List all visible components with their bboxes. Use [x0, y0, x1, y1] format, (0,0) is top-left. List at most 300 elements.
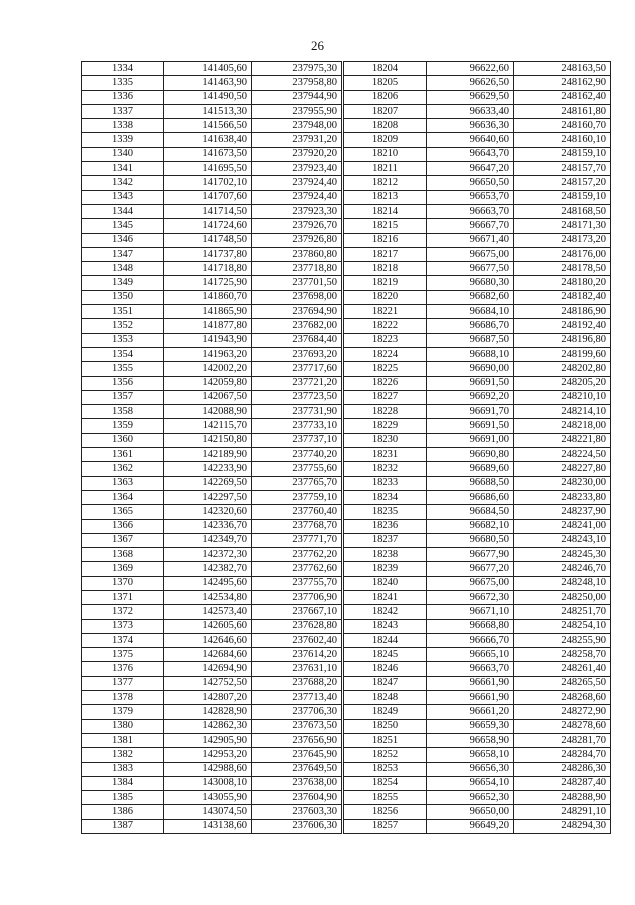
table-row — [82, 133, 611, 147]
x-coordinate-right-cell: 96690,80 — [427, 448, 514, 462]
y-coordinate-left-cell: 237673,50 — [252, 719, 343, 733]
x-coordinate-right-cell: 96689,60 — [427, 462, 514, 476]
x-coordinate-left-cell: 142646,60 — [164, 633, 252, 647]
table-row — [82, 204, 611, 218]
x-coordinate-right-cell: 96684,10 — [427, 305, 514, 319]
page-number: 26 — [311, 38, 324, 53]
point-number-right-cell: 18252 — [343, 748, 427, 762]
point-number-left-cell: 1371 — [82, 590, 164, 604]
y-coordinate-right-cell: 248161,80 — [514, 104, 611, 118]
y-coordinate-right-cell: 248163,50 — [514, 62, 611, 76]
y-coordinate-left-cell: 237771,70 — [252, 533, 343, 547]
x-coordinate-right-cell: 96687,50 — [427, 333, 514, 347]
point-number-left-cell: 1364 — [82, 490, 164, 504]
table-row — [82, 147, 611, 161]
point-number-right-cell: 18255 — [343, 791, 427, 805]
point-number-right-cell: 18241 — [343, 590, 427, 604]
point-number-left-cell: 1361 — [82, 448, 164, 462]
x-coordinate-left-cell: 141724,60 — [164, 219, 252, 233]
y-coordinate-right-cell: 248291,10 — [514, 805, 611, 819]
y-coordinate-left-cell: 237638,00 — [252, 776, 343, 790]
x-coordinate-right-cell: 96671,40 — [427, 233, 514, 247]
point-number-right-cell: 18216 — [343, 233, 427, 247]
x-coordinate-left-cell: 142320,60 — [164, 505, 252, 519]
point-number-left-cell: 1350 — [82, 290, 164, 304]
x-coordinate-right-cell: 96691,50 — [427, 419, 514, 433]
x-coordinate-right-cell: 96677,20 — [427, 562, 514, 576]
x-coordinate-left-cell: 142059,80 — [164, 376, 252, 390]
point-number-right-cell: 18247 — [343, 676, 427, 690]
x-coordinate-left-cell: 143055,90 — [164, 791, 252, 805]
point-number-left-cell: 1336 — [82, 90, 164, 104]
y-coordinate-left-cell: 237737,10 — [252, 433, 343, 447]
x-coordinate-right-cell: 96658,90 — [427, 733, 514, 747]
y-coordinate-left-cell: 237682,00 — [252, 319, 343, 333]
table-row — [82, 490, 611, 504]
point-number-right-cell: 18239 — [343, 562, 427, 576]
point-number-left-cell: 1358 — [82, 405, 164, 419]
y-coordinate-left-cell: 237733,10 — [252, 419, 343, 433]
x-coordinate-left-cell: 143074,50 — [164, 805, 252, 819]
x-coordinate-left-cell: 142088,90 — [164, 405, 252, 419]
y-coordinate-left-cell: 237631,10 — [252, 662, 343, 676]
table-row — [82, 733, 611, 747]
x-coordinate-left-cell: 142002,20 — [164, 362, 252, 376]
x-coordinate-right-cell: 96653,70 — [427, 190, 514, 204]
table-row — [82, 448, 611, 462]
point-number-right-cell: 18234 — [343, 490, 427, 504]
table-row — [82, 90, 611, 104]
point-number-left-cell: 1373 — [82, 619, 164, 633]
y-coordinate-left-cell: 237762,20 — [252, 548, 343, 562]
x-coordinate-left-cell: 141405,60 — [164, 62, 252, 76]
point-number-left-cell: 1383 — [82, 762, 164, 776]
point-number-left-cell: 1380 — [82, 719, 164, 733]
x-coordinate-left-cell: 142807,20 — [164, 691, 252, 705]
x-coordinate-left-cell: 142382,70 — [164, 562, 252, 576]
point-number-right-cell: 18221 — [343, 305, 427, 319]
y-coordinate-right-cell: 248205,20 — [514, 376, 611, 390]
table-row — [82, 276, 611, 290]
y-coordinate-left-cell: 237684,40 — [252, 333, 343, 347]
y-coordinate-right-cell: 248255,90 — [514, 633, 611, 647]
point-number-left-cell: 1357 — [82, 390, 164, 404]
x-coordinate-left-cell: 142573,40 — [164, 605, 252, 619]
point-number-right-cell: 18243 — [343, 619, 427, 633]
point-number-left-cell: 1346 — [82, 233, 164, 247]
table-row — [82, 548, 611, 562]
table-row — [82, 405, 611, 419]
x-coordinate-right-cell: 96671,10 — [427, 605, 514, 619]
table-row — [82, 705, 611, 719]
point-number-right-cell: 18245 — [343, 648, 427, 662]
point-number-right-cell: 18212 — [343, 176, 427, 190]
y-coordinate-left-cell: 237768,70 — [252, 519, 343, 533]
x-coordinate-right-cell: 96680,30 — [427, 276, 514, 290]
point-number-left-cell: 1377 — [82, 676, 164, 690]
point-number-left-cell: 1339 — [82, 133, 164, 147]
table-row — [82, 505, 611, 519]
y-coordinate-left-cell: 237606,30 — [252, 819, 343, 833]
x-coordinate-right-cell: 96665,10 — [427, 648, 514, 662]
point-number-left-cell: 1363 — [82, 476, 164, 490]
point-number-right-cell: 18204 — [343, 62, 427, 76]
point-number-right-cell: 18238 — [343, 548, 427, 562]
x-coordinate-left-cell: 142115,70 — [164, 419, 252, 433]
y-coordinate-left-cell: 237920,20 — [252, 147, 343, 161]
point-number-left-cell: 1376 — [82, 662, 164, 676]
y-coordinate-right-cell: 248214,10 — [514, 405, 611, 419]
y-coordinate-right-cell: 248248,10 — [514, 576, 611, 590]
table-row — [82, 619, 611, 633]
x-coordinate-left-cell: 142752,50 — [164, 676, 252, 690]
x-coordinate-right-cell: 96684,50 — [427, 505, 514, 519]
table-row — [82, 562, 611, 576]
y-coordinate-right-cell: 248157,70 — [514, 162, 611, 176]
point-number-left-cell: 1343 — [82, 190, 164, 204]
point-number-left-cell: 1381 — [82, 733, 164, 747]
y-coordinate-right-cell: 248192,40 — [514, 319, 611, 333]
y-coordinate-right-cell: 248233,80 — [514, 490, 611, 504]
x-coordinate-left-cell: 141463,90 — [164, 76, 252, 90]
x-coordinate-left-cell: 141718,80 — [164, 262, 252, 276]
x-coordinate-left-cell: 141963,20 — [164, 347, 252, 361]
point-number-left-cell: 1370 — [82, 576, 164, 590]
point-number-right-cell: 18209 — [343, 133, 427, 147]
y-coordinate-left-cell: 237760,40 — [252, 505, 343, 519]
y-coordinate-left-cell: 237958,80 — [252, 76, 343, 90]
x-coordinate-left-cell: 142534,80 — [164, 590, 252, 604]
y-coordinate-right-cell: 248243,10 — [514, 533, 611, 547]
x-coordinate-left-cell: 142336,70 — [164, 519, 252, 533]
point-number-right-cell: 18220 — [343, 290, 427, 304]
x-coordinate-left-cell: 141490,50 — [164, 90, 252, 104]
point-number-right-cell: 18218 — [343, 262, 427, 276]
point-number-left-cell: 1386 — [82, 805, 164, 819]
y-coordinate-right-cell: 248168,50 — [514, 204, 611, 218]
table-row — [82, 633, 611, 647]
y-coordinate-right-cell: 248160,70 — [514, 119, 611, 133]
y-coordinate-left-cell: 237721,20 — [252, 376, 343, 390]
x-coordinate-right-cell: 96633,40 — [427, 104, 514, 118]
x-coordinate-right-cell: 96659,30 — [427, 719, 514, 733]
table-row — [82, 390, 611, 404]
point-number-right-cell: 18222 — [343, 319, 427, 333]
point-number-right-cell: 18242 — [343, 605, 427, 619]
x-coordinate-right-cell: 96691,00 — [427, 433, 514, 447]
point-number-right-cell: 18208 — [343, 119, 427, 133]
point-number-left-cell: 1351 — [82, 305, 164, 319]
y-coordinate-left-cell: 237926,80 — [252, 233, 343, 247]
y-coordinate-right-cell: 248246,70 — [514, 562, 611, 576]
point-number-right-cell: 18256 — [343, 805, 427, 819]
y-coordinate-left-cell: 237694,90 — [252, 305, 343, 319]
y-coordinate-left-cell: 237923,40 — [252, 162, 343, 176]
point-number-left-cell: 1334 — [82, 62, 164, 76]
table-row — [82, 305, 611, 319]
x-coordinate-right-cell: 96690,00 — [427, 362, 514, 376]
y-coordinate-left-cell: 237759,10 — [252, 490, 343, 504]
x-coordinate-left-cell: 142150,80 — [164, 433, 252, 447]
point-number-right-cell: 18215 — [343, 219, 427, 233]
x-coordinate-right-cell: 96688,10 — [427, 347, 514, 361]
y-coordinate-left-cell: 237718,80 — [252, 262, 343, 276]
y-coordinate-left-cell: 237602,40 — [252, 633, 343, 647]
x-coordinate-right-cell: 96654,10 — [427, 776, 514, 790]
point-number-left-cell: 1372 — [82, 605, 164, 619]
point-number-right-cell: 18214 — [343, 204, 427, 218]
y-coordinate-left-cell: 237698,00 — [252, 290, 343, 304]
y-coordinate-left-cell: 237717,60 — [252, 362, 343, 376]
y-coordinate-left-cell: 237924,40 — [252, 190, 343, 204]
x-coordinate-right-cell: 96643,70 — [427, 147, 514, 161]
y-coordinate-right-cell: 248176,00 — [514, 247, 611, 261]
x-coordinate-left-cell: 142269,50 — [164, 476, 252, 490]
y-coordinate-right-cell: 248272,90 — [514, 705, 611, 719]
point-number-right-cell: 18257 — [343, 819, 427, 833]
point-number-right-cell: 18223 — [343, 333, 427, 347]
y-coordinate-right-cell: 248180,20 — [514, 276, 611, 290]
table-row — [82, 748, 611, 762]
y-coordinate-right-cell: 248250,00 — [514, 590, 611, 604]
point-number-right-cell: 18207 — [343, 104, 427, 118]
table-row — [82, 576, 611, 590]
point-number-right-cell: 18231 — [343, 448, 427, 462]
x-coordinate-right-cell: 96647,20 — [427, 162, 514, 176]
point-number-left-cell: 1338 — [82, 119, 164, 133]
x-coordinate-left-cell: 143138,60 — [164, 819, 252, 833]
x-coordinate-right-cell: 96688,50 — [427, 476, 514, 490]
table-row — [82, 433, 611, 447]
point-number-left-cell: 1387 — [82, 819, 164, 833]
y-coordinate-left-cell: 237628,80 — [252, 619, 343, 633]
y-coordinate-left-cell: 237975,30 — [252, 62, 343, 76]
y-coordinate-right-cell: 248160,10 — [514, 133, 611, 147]
point-number-left-cell: 1385 — [82, 791, 164, 805]
x-coordinate-left-cell: 142297,50 — [164, 490, 252, 504]
point-number-left-cell: 1348 — [82, 262, 164, 276]
table-row — [82, 662, 611, 676]
table-row — [82, 76, 611, 90]
y-coordinate-right-cell: 248287,40 — [514, 776, 611, 790]
y-coordinate-left-cell: 237645,90 — [252, 748, 343, 762]
point-number-right-cell: 18249 — [343, 705, 427, 719]
point-number-left-cell: 1352 — [82, 319, 164, 333]
x-coordinate-left-cell: 142495,60 — [164, 576, 252, 590]
x-coordinate-left-cell: 141695,50 — [164, 162, 252, 176]
y-coordinate-left-cell: 237762,60 — [252, 562, 343, 576]
coordinates-table-body — [82, 62, 611, 834]
y-coordinate-right-cell: 248157,20 — [514, 176, 611, 190]
y-coordinate-right-cell: 248265,50 — [514, 676, 611, 690]
y-coordinate-right-cell: 248221,80 — [514, 433, 611, 447]
x-coordinate-right-cell: 96652,30 — [427, 791, 514, 805]
table-row — [82, 605, 611, 619]
y-coordinate-left-cell: 237713,40 — [252, 691, 343, 705]
y-coordinate-right-cell: 248178,50 — [514, 262, 611, 276]
y-coordinate-right-cell: 248210,10 — [514, 390, 611, 404]
y-coordinate-left-cell: 237656,90 — [252, 733, 343, 747]
y-coordinate-right-cell: 248230,00 — [514, 476, 611, 490]
point-number-right-cell: 18230 — [343, 433, 427, 447]
x-coordinate-left-cell: 142189,90 — [164, 448, 252, 462]
x-coordinate-right-cell: 96666,70 — [427, 633, 514, 647]
y-coordinate-left-cell: 237649,50 — [252, 762, 343, 776]
table-row — [82, 762, 611, 776]
x-coordinate-right-cell: 96677,90 — [427, 548, 514, 562]
x-coordinate-right-cell: 96675,00 — [427, 576, 514, 590]
x-coordinate-left-cell: 142828,90 — [164, 705, 252, 719]
point-number-left-cell: 1384 — [82, 776, 164, 790]
x-coordinate-left-cell: 141566,50 — [164, 119, 252, 133]
y-coordinate-left-cell: 237948,00 — [252, 119, 343, 133]
table-row — [82, 805, 611, 819]
y-coordinate-left-cell: 237614,20 — [252, 648, 343, 662]
table-row — [82, 262, 611, 276]
y-coordinate-right-cell: 248281,70 — [514, 733, 611, 747]
y-coordinate-left-cell: 237924,40 — [252, 176, 343, 190]
x-coordinate-left-cell: 143008,10 — [164, 776, 252, 790]
point-number-right-cell: 18233 — [343, 476, 427, 490]
point-number-left-cell: 1335 — [82, 76, 164, 90]
y-coordinate-right-cell: 248182,40 — [514, 290, 611, 304]
point-number-left-cell: 1353 — [82, 333, 164, 347]
point-number-left-cell: 1369 — [82, 562, 164, 576]
coordinates-table — [81, 61, 611, 834]
point-number-left-cell: 1359 — [82, 419, 164, 433]
point-number-right-cell: 18250 — [343, 719, 427, 733]
point-number-left-cell: 1366 — [82, 519, 164, 533]
x-coordinate-right-cell: 96667,70 — [427, 219, 514, 233]
point-number-right-cell: 18236 — [343, 519, 427, 533]
y-coordinate-left-cell: 237931,20 — [252, 133, 343, 147]
x-coordinate-left-cell: 142349,70 — [164, 533, 252, 547]
y-coordinate-right-cell: 248159,10 — [514, 190, 611, 204]
table-row — [82, 219, 611, 233]
point-number-right-cell: 18206 — [343, 90, 427, 104]
x-coordinate-right-cell: 96640,60 — [427, 133, 514, 147]
x-coordinate-right-cell: 96691,70 — [427, 405, 514, 419]
x-coordinate-right-cell: 96680,50 — [427, 533, 514, 547]
table-row — [82, 233, 611, 247]
point-number-right-cell: 18224 — [343, 347, 427, 361]
x-coordinate-left-cell: 141877,80 — [164, 319, 252, 333]
point-number-right-cell: 18219 — [343, 276, 427, 290]
table-row — [82, 62, 611, 76]
y-coordinate-right-cell: 248199,60 — [514, 347, 611, 361]
point-number-right-cell: 18232 — [343, 462, 427, 476]
table-row — [82, 119, 611, 133]
x-coordinate-right-cell: 96661,20 — [427, 705, 514, 719]
point-number-left-cell: 1349 — [82, 276, 164, 290]
y-coordinate-right-cell: 248254,10 — [514, 619, 611, 633]
x-coordinate-right-cell: 96650,00 — [427, 805, 514, 819]
x-coordinate-right-cell: 96629,50 — [427, 90, 514, 104]
y-coordinate-right-cell: 248218,00 — [514, 419, 611, 433]
y-coordinate-left-cell: 237955,90 — [252, 104, 343, 118]
table-row — [82, 419, 611, 433]
table-row — [82, 347, 611, 361]
table-row — [82, 476, 611, 490]
x-coordinate-left-cell: 141737,80 — [164, 247, 252, 261]
x-coordinate-left-cell: 141943,90 — [164, 333, 252, 347]
y-coordinate-left-cell: 237604,90 — [252, 791, 343, 805]
y-coordinate-right-cell: 248202,80 — [514, 362, 611, 376]
point-number-left-cell: 1360 — [82, 433, 164, 447]
point-number-right-cell: 18248 — [343, 691, 427, 705]
table-row — [82, 176, 611, 190]
table-row — [82, 676, 611, 690]
table-row — [82, 290, 611, 304]
table-row — [82, 362, 611, 376]
table-row — [82, 590, 611, 604]
point-number-right-cell: 18217 — [343, 247, 427, 261]
x-coordinate-left-cell: 142953,20 — [164, 748, 252, 762]
y-coordinate-right-cell: 248159,10 — [514, 147, 611, 161]
point-number-left-cell: 1378 — [82, 691, 164, 705]
point-number-right-cell: 18240 — [343, 576, 427, 590]
table-row — [82, 719, 611, 733]
x-coordinate-left-cell: 142067,50 — [164, 390, 252, 404]
point-number-left-cell: 1368 — [82, 548, 164, 562]
y-coordinate-right-cell: 248186,90 — [514, 305, 611, 319]
point-number-left-cell: 1341 — [82, 162, 164, 176]
y-coordinate-right-cell: 248173,20 — [514, 233, 611, 247]
table-row — [82, 648, 611, 662]
x-coordinate-left-cell: 142694,90 — [164, 662, 252, 676]
point-number-right-cell: 18213 — [343, 190, 427, 204]
y-coordinate-right-cell: 248224,50 — [514, 448, 611, 462]
y-coordinate-right-cell: 248284,70 — [514, 748, 611, 762]
point-number-right-cell: 18251 — [343, 733, 427, 747]
point-number-left-cell: 1342 — [82, 176, 164, 190]
table-row — [82, 533, 611, 547]
point-number-right-cell: 18226 — [343, 376, 427, 390]
y-coordinate-left-cell: 237740,20 — [252, 448, 343, 462]
point-number-left-cell: 1344 — [82, 204, 164, 218]
x-coordinate-right-cell: 96668,80 — [427, 619, 514, 633]
y-coordinate-left-cell: 237731,90 — [252, 405, 343, 419]
y-coordinate-right-cell: 248258,70 — [514, 648, 611, 662]
x-coordinate-left-cell: 142684,60 — [164, 648, 252, 662]
table-row — [82, 776, 611, 790]
point-number-right-cell: 18210 — [343, 147, 427, 161]
x-coordinate-left-cell: 142605,60 — [164, 619, 252, 633]
x-coordinate-left-cell: 142862,30 — [164, 719, 252, 733]
y-coordinate-left-cell: 237860,80 — [252, 247, 343, 261]
x-coordinate-right-cell: 96658,10 — [427, 748, 514, 762]
y-coordinate-right-cell: 248241,00 — [514, 519, 611, 533]
point-number-right-cell: 18237 — [343, 533, 427, 547]
y-coordinate-left-cell: 237603,30 — [252, 805, 343, 819]
point-number-right-cell: 18254 — [343, 776, 427, 790]
x-coordinate-left-cell: 141673,50 — [164, 147, 252, 161]
x-coordinate-right-cell: 96677,50 — [427, 262, 514, 276]
x-coordinate-left-cell: 141725,90 — [164, 276, 252, 290]
y-coordinate-right-cell: 248268,60 — [514, 691, 611, 705]
x-coordinate-right-cell: 96636,30 — [427, 119, 514, 133]
x-coordinate-right-cell: 96656,30 — [427, 762, 514, 776]
x-coordinate-right-cell: 96649,20 — [427, 819, 514, 833]
x-coordinate-right-cell: 96650,50 — [427, 176, 514, 190]
table-row — [82, 333, 611, 347]
point-number-right-cell: 18205 — [343, 76, 427, 90]
y-coordinate-left-cell: 237755,60 — [252, 462, 343, 476]
x-coordinate-right-cell: 96691,50 — [427, 376, 514, 390]
point-number-right-cell: 18225 — [343, 362, 427, 376]
x-coordinate-left-cell: 141638,40 — [164, 133, 252, 147]
point-number-left-cell: 1375 — [82, 648, 164, 662]
